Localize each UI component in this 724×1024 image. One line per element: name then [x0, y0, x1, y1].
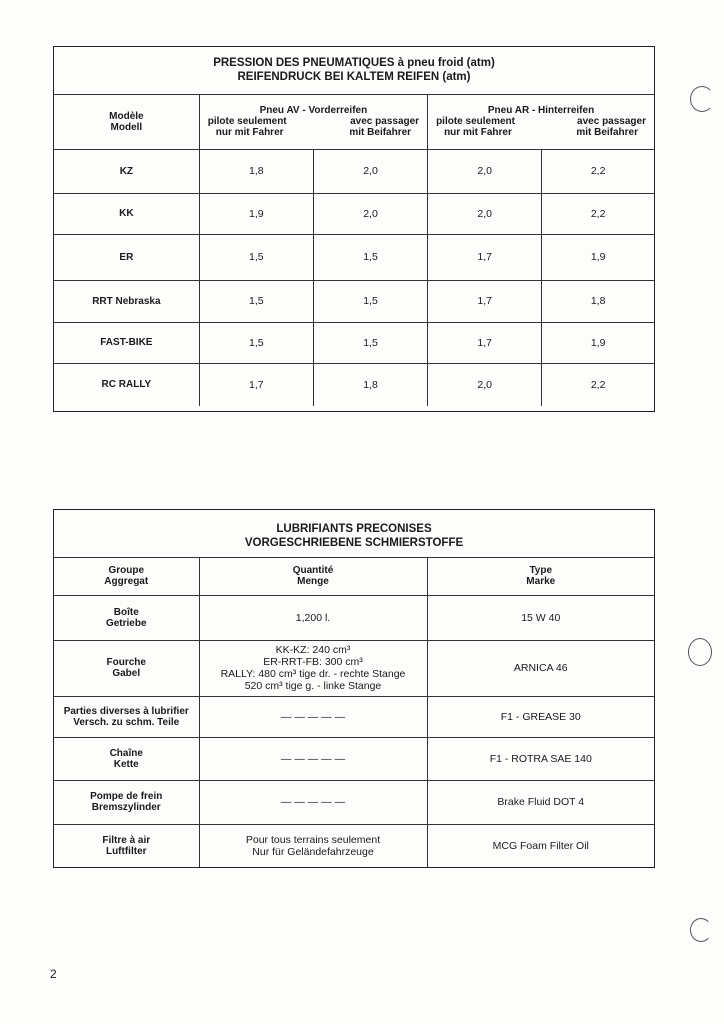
pressure-value: 1,8 [313, 363, 427, 406]
table-row [54, 193, 654, 234]
pressure-value: 2,2 [542, 363, 654, 406]
quantity-cell: — — — — — [199, 780, 427, 824]
table-row [54, 696, 654, 737]
pressure-value: 1,7 [428, 234, 542, 280]
pressure-value: 2,0 [428, 193, 542, 234]
pressure-value: 1,5 [199, 234, 313, 280]
type-cell: F1 - GREASE 30 [427, 696, 654, 737]
punch-hole-mark [690, 918, 712, 942]
group-header: Groupe Aggregat [54, 557, 199, 595]
pressure-value: 2,0 [313, 193, 427, 234]
table-row [54, 780, 654, 824]
model-cell: ER [54, 234, 199, 280]
pressure-value: 2,0 [428, 363, 542, 406]
pressure-value: 1,5 [313, 280, 427, 322]
table-row [54, 737, 654, 780]
punch-hole-mark [690, 86, 714, 112]
punch-hole-mark [688, 638, 712, 666]
rear-tire-header: Pneu AR - Hinterreifen pilote seulement avec passager nur mit Fahrer mit Beifahrer [428, 94, 654, 149]
type-cell: 15 W 40 [427, 595, 654, 640]
lubricants-table-title: LUBRIFIANTS PRECONISES VORGESCHRIEBENE SCHMIERSTOFFE [54, 510, 654, 557]
pressure-value: 1,8 [542, 280, 654, 322]
pressure-value: 1,7 [428, 280, 542, 322]
pressure-value: 1,5 [313, 234, 427, 280]
model-cell: KZ [54, 149, 199, 193]
quantity-cell: Pour tous terrains seulement Nur für Geländefahrzeuge [199, 824, 427, 867]
model-cell: FAST-BIKE [54, 322, 199, 363]
group-cell: Pompe de frein Bremszylinder [54, 780, 199, 824]
pressure-value: 1,9 [542, 322, 654, 363]
quantity-cell: KK-KZ: 240 cm³ ER-RRT-FB: 300 cm³ RALLY: 480 cm³ tige dr. - rechte Stange 520 cm³ tige g. - linke Stange [199, 640, 427, 696]
group-cell: Filtre à air Luftfilter [54, 824, 199, 867]
quantity-cell: — — — — — [199, 696, 427, 737]
pressure-value: 2,2 [542, 193, 654, 234]
group-cell: Fourche Gabel [54, 640, 199, 696]
type-cell: Brake Fluid DOT 4 [427, 780, 654, 824]
model-cell: RC RALLY [54, 363, 199, 406]
lubricants-table [53, 509, 655, 868]
table-row [54, 595, 654, 640]
pressure-value: 2,0 [313, 149, 427, 193]
tire-pressure-table [53, 46, 655, 412]
page-number: 2 [50, 967, 57, 981]
pressure-value: 1,9 [199, 193, 313, 234]
quantity-cell: — — — — — [199, 737, 427, 780]
type-cell: F1 - ROTRA SAE 140 [427, 737, 654, 780]
tire-table-title: PRESSION DES PNEUMATIQUES à pneu froid (atm) REIFENDRUCK BEI KALTEM REIFEN (atm) [54, 47, 654, 94]
table-row [54, 149, 654, 193]
pressure-value: 2,0 [428, 149, 542, 193]
quantity-header: Quantité Menge [199, 557, 427, 595]
pressure-value: 1,7 [199, 363, 313, 406]
model-header: Modèle Modell [54, 94, 199, 149]
table-row [54, 363, 654, 406]
model-cell: RRT Nebraska [54, 280, 199, 322]
type-header: Type Marke [427, 557, 654, 595]
pressure-value: 1,9 [542, 234, 654, 280]
pressure-value: 1,8 [199, 149, 313, 193]
table-row [54, 824, 654, 867]
pressure-value: 1,5 [313, 322, 427, 363]
group-cell: Boîte Getriebe [54, 595, 199, 640]
model-cell: KK [54, 193, 199, 234]
group-cell: Parties diverses à lubrifier Versch. zu schm. Teile [54, 696, 199, 737]
pressure-value: 2,2 [542, 149, 654, 193]
table-row [54, 640, 654, 696]
type-cell: ARNICA 46 [427, 640, 654, 696]
pressure-value: 1,5 [199, 280, 313, 322]
type-cell: MCG Foam Filter Oil [427, 824, 654, 867]
table-row [54, 322, 654, 363]
front-tire-header: Pneu AV - Vorderreifen pilote seulement avec passager nur mit Fahrer mit Beifahrer [199, 94, 427, 149]
table-row [54, 280, 654, 322]
table-row [54, 234, 654, 280]
pressure-value: 1,5 [199, 322, 313, 363]
group-cell: Chaîne Kette [54, 737, 199, 780]
pressure-value: 1,7 [428, 322, 542, 363]
quantity-cell: 1,200 l. [199, 595, 427, 640]
